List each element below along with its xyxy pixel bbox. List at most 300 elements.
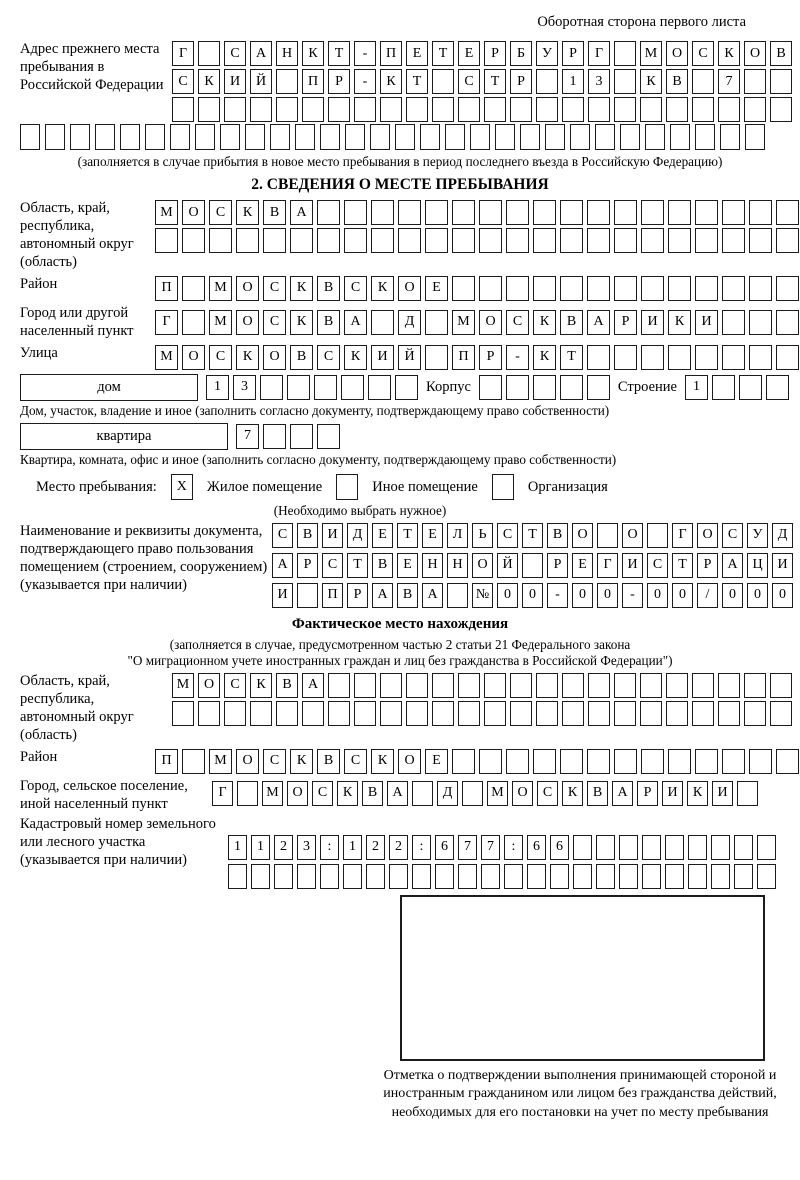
checkbox-organization (492, 474, 514, 500)
char-box: И (712, 781, 733, 806)
char-box: К (533, 310, 556, 335)
char-box (749, 276, 772, 301)
actual-district-row (155, 749, 799, 774)
char-box: О (622, 523, 643, 548)
char-box (533, 749, 556, 774)
char-box: Ц (747, 553, 768, 578)
char-box (614, 749, 637, 774)
char-box: - (622, 583, 643, 608)
char-box: С (344, 749, 367, 774)
char-box: Г (597, 553, 618, 578)
char-box (458, 673, 480, 698)
document-row-3 (272, 583, 793, 608)
char-box (224, 97, 246, 122)
char-box (587, 345, 610, 370)
char-box (668, 345, 691, 370)
char-box: К (290, 276, 313, 301)
char-box (614, 41, 636, 66)
char-box (380, 701, 402, 726)
char-box (560, 200, 583, 225)
char-box (533, 228, 556, 253)
char-box: Т (397, 523, 418, 548)
char-box: О (287, 781, 308, 806)
char-box (560, 375, 583, 400)
page-header: Оборотная сторона первого листа (537, 14, 746, 30)
char-box (588, 97, 610, 122)
char-box: К (302, 41, 324, 66)
char-box (328, 97, 350, 122)
char-box (510, 673, 532, 698)
char-box (587, 200, 610, 225)
char-box (195, 124, 215, 150)
char-box: 7 (458, 835, 477, 860)
char-box (371, 228, 394, 253)
char-box (587, 228, 610, 253)
char-box (749, 228, 772, 253)
char-box (479, 276, 502, 301)
char-box: Г (212, 781, 233, 806)
char-box: С (272, 523, 293, 548)
char-box (614, 345, 637, 370)
section2-title: 2. СВЕДЕНИЯ О МЕСТЕ ПРЕБЫВАНИЯ (251, 176, 549, 193)
char-box: Р (297, 553, 318, 578)
char-box (172, 97, 194, 122)
char-box (228, 864, 247, 889)
char-box (371, 200, 394, 225)
char-box (481, 864, 500, 889)
char-box: К (250, 673, 272, 698)
actual-region-label: Область, край, республика, автономный округ (область) (20, 672, 134, 743)
char-box: В (263, 200, 286, 225)
char-box (354, 701, 376, 726)
char-box (640, 97, 662, 122)
char-box (718, 97, 740, 122)
char-box: М (209, 749, 232, 774)
actual-district-label: Район (20, 748, 58, 765)
char-box (484, 673, 506, 698)
char-box: М (209, 276, 232, 301)
prev-address-grid (172, 41, 792, 122)
char-box: Р (510, 69, 532, 94)
char-box (695, 276, 718, 301)
street-row (155, 345, 799, 370)
char-box (506, 276, 529, 301)
char-box (573, 864, 592, 889)
char-box (344, 200, 367, 225)
char-box (452, 276, 475, 301)
char-box: П (452, 345, 475, 370)
char-box (722, 228, 745, 253)
char-box (432, 701, 454, 726)
char-box: 0 (497, 583, 518, 608)
char-box (260, 375, 283, 400)
char-box (739, 375, 762, 400)
char-box: Е (372, 523, 393, 548)
char-box: И (662, 781, 683, 806)
char-box: Ь (472, 523, 493, 548)
char-box (145, 124, 165, 150)
char-box: - (354, 41, 376, 66)
char-box: № (472, 583, 493, 608)
char-box: Е (406, 41, 428, 66)
char-box: К (236, 200, 259, 225)
char-box (274, 864, 293, 889)
street-block (20, 345, 780, 370)
char-box (722, 276, 745, 301)
char-box (695, 124, 715, 150)
char-box (573, 835, 592, 860)
prev-address-full-row (20, 124, 780, 150)
stamp-note: Отметка о подтверждении выполнения принимающей стороной и иностранным гражданином или лицом без гражданства действий, необходимых для его постановки на учет по месту пребывания (383, 1067, 777, 1120)
char-box (198, 97, 220, 122)
city-label: Город или другой населенный пункт (20, 304, 134, 339)
char-box (744, 673, 766, 698)
char-box: С (209, 345, 232, 370)
char-box: 0 (747, 583, 768, 608)
char-box: В (666, 69, 688, 94)
char-box: Р (347, 583, 368, 608)
char-box (647, 523, 668, 548)
option-residential-label: Жилое помещение (206, 478, 323, 495)
char-box: 6 (527, 835, 546, 860)
char-box (692, 701, 714, 726)
char-box: Г (172, 41, 194, 66)
char-box (588, 701, 610, 726)
char-box: В (317, 749, 340, 774)
char-box: И (371, 345, 394, 370)
char-box: М (640, 41, 662, 66)
char-box (776, 228, 799, 253)
char-box (425, 200, 448, 225)
char-box (406, 701, 428, 726)
char-box (120, 124, 140, 150)
char-box (749, 200, 772, 225)
char-box (412, 781, 433, 806)
char-box: С (692, 41, 714, 66)
char-box (520, 124, 540, 150)
char-box (695, 345, 718, 370)
char-box (619, 864, 638, 889)
char-box (220, 124, 240, 150)
char-box: Е (397, 553, 418, 578)
char-box: К (198, 69, 220, 94)
char-box (295, 124, 315, 150)
char-box (695, 749, 718, 774)
char-box: В (770, 41, 792, 66)
char-box: Н (422, 553, 443, 578)
char-box (287, 375, 310, 400)
char-box (527, 864, 546, 889)
char-box: К (562, 781, 583, 806)
char-box: А (272, 553, 293, 578)
char-box (245, 124, 265, 150)
char-box: С (506, 310, 529, 335)
char-box: Б (510, 41, 532, 66)
char-box: С (209, 200, 232, 225)
char-box (720, 124, 740, 150)
actual-region-row-2 (172, 701, 792, 726)
char-box (692, 673, 714, 698)
char-box: 0 (522, 583, 543, 608)
char-box: 0 (672, 583, 693, 608)
char-box: К (236, 345, 259, 370)
char-box (425, 310, 448, 335)
char-box (458, 97, 480, 122)
char-box: Р (614, 310, 637, 335)
document-block (20, 522, 788, 608)
char-box: О (236, 310, 259, 335)
char-box (641, 228, 664, 253)
char-box (641, 749, 664, 774)
char-box (320, 124, 340, 150)
char-box: Й (497, 553, 518, 578)
char-box: И (224, 69, 246, 94)
char-box (297, 583, 318, 608)
char-box (668, 228, 691, 253)
region-row-2 (155, 228, 799, 253)
char-box (317, 228, 340, 253)
char-box (668, 200, 691, 225)
char-box: С (344, 276, 367, 301)
char-box: М (155, 200, 178, 225)
actual-district-block (20, 749, 780, 774)
char-box (712, 375, 735, 400)
korpus-cells (479, 375, 610, 400)
char-box (692, 69, 714, 94)
char-box: 0 (572, 583, 593, 608)
char-box (470, 124, 490, 150)
district-label: Район (20, 275, 58, 292)
char-box: С (263, 749, 286, 774)
char-box: О (512, 781, 533, 806)
char-box: П (302, 69, 324, 94)
char-box: У (536, 41, 558, 66)
char-box (479, 749, 502, 774)
char-box (692, 97, 714, 122)
char-box (447, 583, 468, 608)
char-box (479, 200, 502, 225)
char-box: 0 (647, 583, 668, 608)
document-row-1 (272, 523, 793, 548)
char-box (560, 749, 583, 774)
option-other-premises-label: Иное помещение (372, 478, 478, 495)
char-box (766, 375, 789, 400)
char-box: - (506, 345, 529, 370)
char-box (432, 69, 454, 94)
actual-region-block (20, 673, 780, 745)
char-box (276, 69, 298, 94)
char-box (172, 701, 194, 726)
char-box (711, 864, 730, 889)
char-box: К (718, 41, 740, 66)
char-box (645, 124, 665, 150)
char-box (770, 701, 792, 726)
char-box (263, 424, 286, 449)
char-box (614, 276, 637, 301)
char-box: О (398, 749, 421, 774)
char-box (614, 200, 637, 225)
char-box: В (587, 781, 608, 806)
char-box: Й (250, 69, 272, 94)
char-box: Л (447, 523, 468, 548)
char-box: О (479, 310, 502, 335)
char-box (425, 228, 448, 253)
char-box (236, 228, 259, 253)
char-box (317, 424, 340, 449)
char-box (432, 673, 454, 698)
char-box: 0 (722, 583, 743, 608)
char-box: В (397, 583, 418, 608)
char-box (550, 864, 569, 889)
house-note: Дом, участок, владение и иное (заполнить согласно документу, подтверждающему право собственности) (20, 402, 610, 418)
char-box (328, 701, 350, 726)
char-box: П (155, 749, 178, 774)
char-box (614, 673, 636, 698)
char-box: Г (588, 41, 610, 66)
char-box: О (263, 345, 286, 370)
city-row (155, 310, 799, 335)
char-box (354, 97, 376, 122)
char-box: О (236, 276, 259, 301)
document-row-2 (272, 553, 793, 578)
char-box: К (371, 749, 394, 774)
prev-address-row-2 (172, 69, 792, 94)
char-box (182, 310, 205, 335)
char-box (504, 864, 523, 889)
actual-city-block (20, 778, 780, 814)
char-box: О (697, 523, 718, 548)
char-box (458, 701, 480, 726)
district-block (20, 276, 780, 301)
city-block (20, 305, 780, 341)
char-box (317, 200, 340, 225)
char-box (665, 864, 684, 889)
char-box: И (622, 553, 643, 578)
char-box (371, 310, 394, 335)
char-box: Р (562, 41, 584, 66)
char-box (435, 864, 454, 889)
char-box: 1 (228, 835, 247, 860)
char-box: А (722, 553, 743, 578)
char-box: Д (398, 310, 421, 335)
char-box (536, 673, 558, 698)
char-box (182, 276, 205, 301)
char-box (522, 553, 543, 578)
char-box: В (317, 310, 340, 335)
char-box: И (695, 310, 718, 335)
char-box: И (772, 553, 793, 578)
char-box (668, 276, 691, 301)
apartment-cells (236, 424, 340, 449)
char-box (596, 864, 615, 889)
char-box: 7 (236, 424, 259, 449)
char-box (722, 200, 745, 225)
apartment-block (20, 423, 780, 450)
char-box (533, 276, 556, 301)
stamp-area (400, 895, 765, 1061)
prev-address-row-3 (172, 97, 792, 122)
apartment-box: квартира (20, 423, 228, 450)
char-box (614, 228, 637, 253)
char-box: К (533, 345, 556, 370)
char-box (209, 228, 232, 253)
char-box (533, 375, 556, 400)
char-box (250, 701, 272, 726)
char-box: В (362, 781, 383, 806)
char-box: М (155, 345, 178, 370)
char-box: Т (522, 523, 543, 548)
char-box: Р (637, 781, 658, 806)
char-box (695, 200, 718, 225)
char-box (776, 276, 799, 301)
char-box (722, 310, 745, 335)
char-box (452, 228, 475, 253)
char-box: Е (572, 553, 593, 578)
char-box: Н (447, 553, 468, 578)
char-box: О (182, 200, 205, 225)
char-box: 3 (233, 375, 256, 400)
char-box (484, 701, 506, 726)
char-box (614, 701, 636, 726)
char-box (757, 835, 776, 860)
char-box: В (276, 673, 298, 698)
char-box: В (290, 345, 313, 370)
char-box: В (297, 523, 318, 548)
char-box (458, 864, 477, 889)
char-box: Р (547, 553, 568, 578)
char-box (745, 124, 765, 150)
char-box (536, 69, 558, 94)
char-box (380, 97, 402, 122)
char-box: У (747, 523, 768, 548)
char-box: М (452, 310, 475, 335)
char-box (695, 228, 718, 253)
char-box: И (322, 523, 343, 548)
char-box: Д (437, 781, 458, 806)
char-box: С (312, 781, 333, 806)
char-box: Р (479, 345, 502, 370)
char-box: О (398, 276, 421, 301)
actual-location-note-1: (заполняется в случае, предусмотренном частью 2 статьи 21 Федерального закона (169, 636, 631, 652)
actual-region-row-1 (172, 673, 792, 698)
char-box (770, 69, 792, 94)
korpus-label: Корпус (426, 378, 471, 395)
char-box (395, 124, 415, 150)
char-box (452, 749, 475, 774)
char-box (666, 97, 688, 122)
char-box: 1 (251, 835, 270, 860)
char-box (366, 864, 385, 889)
char-box: / (697, 583, 718, 608)
char-box: А (387, 781, 408, 806)
house-block (20, 374, 780, 401)
char-box: 6 (550, 835, 569, 860)
char-box (711, 835, 730, 860)
char-box: М (262, 781, 283, 806)
char-box: В (372, 553, 393, 578)
stay-type-block (20, 474, 780, 501)
char-box (776, 749, 799, 774)
char-box (587, 749, 610, 774)
char-box (506, 749, 529, 774)
char-box: Е (458, 41, 480, 66)
region-label: Область, край, республика, автономный округ (область) (20, 200, 134, 270)
char-box (314, 375, 337, 400)
char-box (718, 673, 740, 698)
char-box (412, 864, 431, 889)
char-box (642, 864, 661, 889)
char-box (341, 375, 364, 400)
